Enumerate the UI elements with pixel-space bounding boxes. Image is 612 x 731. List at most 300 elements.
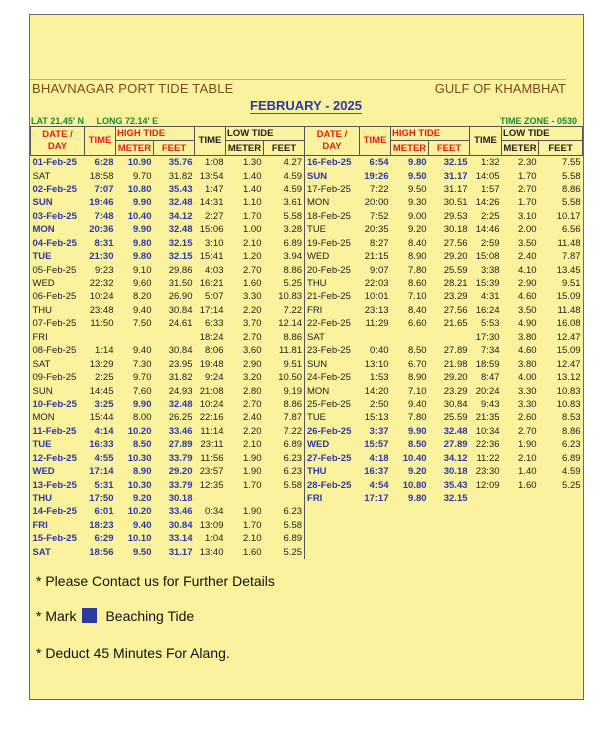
table-row (31, 519, 583, 532)
table-cell: 9.30 (408, 197, 427, 209)
table-cell (502, 546, 539, 559)
table-cell: 1:04 (205, 533, 224, 545)
table-cell: 10-Feb-25 (32, 398, 77, 410)
table-cell: 10.80 (127, 183, 152, 195)
table-cell: 7:48 (94, 210, 114, 222)
table-cell: 28.21 (443, 278, 468, 290)
table-cell: 27-Feb-25 (305, 452, 360, 465)
table-cell: 13-Feb-25 (32, 479, 77, 491)
table-cell: 18:24 (199, 331, 224, 343)
table-cell (470, 519, 502, 532)
table-cell: 10.20 (127, 506, 152, 518)
table-cell: 31.50 (168, 278, 193, 290)
table-row (31, 290, 583, 303)
table-cell: MON (305, 384, 360, 397)
table-cell: 13:29 (89, 358, 114, 370)
table-cell: 5.58 (562, 170, 581, 182)
table-cell: SAT (32, 358, 51, 370)
table-cell: 16:21 (199, 278, 224, 290)
table-cell: 2.90 (243, 358, 262, 370)
table-cell: 29.53 (443, 210, 468, 222)
table-cell: 9.51 (562, 278, 581, 290)
table-cell: 32.15 (443, 493, 468, 505)
table-row (31, 384, 583, 397)
table-cell: 1:32 (481, 157, 500, 169)
table-cell: 19:26 (364, 170, 389, 182)
table-cell: 8.86 (283, 398, 303, 410)
table-row (31, 331, 583, 344)
table-cell (502, 519, 539, 532)
table-cell: 19-Feb-25 (305, 237, 360, 250)
table-cell: 04-Feb-25 (32, 237, 77, 249)
table-cell: 8.90 (133, 466, 152, 478)
table-row (31, 304, 583, 317)
table-cell: 21.65 (443, 318, 468, 330)
table-cell: 20:24 (475, 385, 500, 397)
table-cell (391, 519, 429, 532)
table-cell: 8.20 (133, 291, 152, 303)
table-cell (470, 532, 502, 545)
table-cell (154, 331, 195, 344)
table-cell: 27.89 (443, 439, 468, 451)
header-divider (30, 79, 566, 80)
table-cell: 1.90 (243, 452, 262, 464)
table-row (31, 169, 583, 182)
table-cell: 11-Feb-25 (32, 425, 77, 437)
table-cell: 15:06 (199, 224, 224, 236)
table-cell: SUN (32, 385, 53, 397)
table-cell (391, 331, 429, 344)
table-cell: 10.20 (127, 425, 152, 437)
table-cell: 1:47 (205, 183, 224, 195)
table-cell: 16.08 (556, 318, 581, 330)
table-cell: 5.58 (283, 479, 303, 491)
table-row (31, 263, 583, 276)
table-cell: 1.40 (243, 170, 262, 182)
table-cell: 10.80 (402, 479, 427, 491)
col-low-meter: METER (226, 141, 264, 155)
table-cell: THU (305, 465, 360, 478)
table-cell: 8.53 (562, 412, 581, 424)
table-cell: 22:16 (199, 412, 224, 424)
table-cell: 01-Feb-25 (32, 157, 77, 169)
col-date-day: DATE / DAY (31, 127, 85, 156)
table-cell (305, 532, 360, 545)
table-row (31, 237, 583, 250)
table-cell: 12.14 (278, 318, 303, 330)
table-cell: 4:18 (369, 452, 389, 464)
table-cell: 9.90 (408, 425, 427, 437)
table-cell: 30.18 (443, 224, 468, 236)
month-title (0, 98, 612, 113)
col-low-feet: FEET (264, 141, 305, 155)
table-cell: 2.90 (518, 278, 537, 290)
table-cell: 1.70 (243, 210, 262, 222)
table-cell: 2.20 (243, 425, 262, 437)
table-cell (539, 546, 583, 559)
port-title: BHAVNAGAR PORT TIDE TABLE (32, 81, 234, 96)
table-cell: 11:14 (200, 425, 224, 437)
table-cell: 9.20 (133, 493, 152, 505)
table-cell: 1.60 (243, 278, 262, 290)
table-cell: 8.00 (133, 412, 152, 424)
table-cell: 32.48 (443, 425, 468, 437)
table-cell: 5:07 (205, 291, 224, 303)
table-cell: 26.90 (168, 291, 193, 303)
table-cell: 7:34 (481, 345, 500, 357)
table-cell: 4.90 (518, 318, 537, 330)
table-cell: 3:25 (94, 398, 114, 410)
table-cell: SAT (305, 331, 360, 344)
table-cell: 9.19 (283, 385, 303, 397)
table-cell: 9.80 (133, 251, 152, 263)
table-cell: SAT (32, 170, 51, 182)
table-row (31, 452, 583, 465)
table-cell (116, 331, 154, 344)
table-cell (360, 532, 391, 545)
table-cell: THU (305, 277, 360, 290)
table-cell: 9.70 (133, 372, 152, 384)
table-cell: TUE (32, 439, 52, 451)
table-cell: 4.00 (518, 372, 537, 384)
table-cell: 4.59 (283, 183, 303, 195)
table-cell: 4.27 (283, 157, 303, 169)
table-cell: 9.50 (408, 170, 427, 182)
col-high-meter: METER (116, 141, 154, 155)
table-cell (391, 546, 429, 559)
table-cell: 9.90 (133, 224, 152, 236)
table-cell: 17-Feb-25 (305, 183, 360, 196)
table-cell: 13.45 (556, 264, 581, 276)
col-high-feet: FEET (154, 141, 195, 155)
table-cell: 4:31 (481, 291, 500, 303)
table-cell: 6.23 (283, 506, 303, 518)
table-cell: 7.87 (562, 251, 581, 263)
table-cell: 26-Feb-25 (305, 425, 360, 438)
table-cell: 12.47 (556, 331, 581, 343)
table-cell: 34.12 (443, 452, 468, 464)
month-label: FEBRUARY - 2025 (250, 98, 362, 113)
table-cell: 23:30 (475, 466, 500, 478)
table-cell: 8:47 (481, 372, 500, 384)
table-row (31, 532, 583, 545)
table-cell: 29.20 (443, 372, 468, 384)
table-cell: 8.90 (408, 372, 427, 384)
table-row (31, 398, 583, 411)
table-cell: 14:31 (199, 197, 224, 209)
table-row (31, 357, 583, 370)
table-cell: 02-Feb-25 (32, 183, 77, 195)
table-cell: 14-Feb-25 (32, 506, 77, 518)
table-cell: 9:23 (95, 264, 114, 276)
table-cell: 33.79 (168, 479, 193, 491)
table-cell: 4:14 (94, 425, 114, 437)
table-row (31, 411, 583, 424)
table-cell: 30.51 (443, 197, 468, 209)
table-cell: 15:39 (475, 278, 500, 290)
table-cell: 2.70 (518, 183, 537, 195)
table-cell: 2.70 (243, 331, 262, 343)
table-cell: 13:09 (199, 519, 224, 531)
table-cell: 20:36 (89, 224, 114, 236)
table-row (31, 277, 583, 290)
table-cell: 25-Feb-25 (305, 398, 360, 411)
table-cell: 3.50 (518, 304, 537, 316)
col-time-2: TIME (360, 127, 391, 156)
table-cell (85, 331, 116, 344)
table-cell: 13.12 (556, 372, 581, 384)
table-cell: 5.25 (283, 546, 303, 558)
table-cell: FRI (305, 492, 360, 505)
note-mark-prefix: * Mark (36, 608, 77, 624)
table-cell: 5.25 (283, 278, 303, 290)
table-cell: 3.60 (243, 345, 262, 357)
table-cell: 21.98 (443, 358, 468, 370)
table-cell: 10.50 (278, 372, 303, 384)
table-cell: 32.48 (168, 398, 193, 410)
table-cell: 1.70 (518, 170, 537, 182)
table-cell (305, 505, 360, 518)
table-cell: TUE (305, 223, 360, 236)
table-cell: 2.70 (518, 425, 537, 437)
table-row (31, 344, 583, 357)
col-high-meter-2: METER (391, 141, 429, 155)
table-cell: 19:46 (89, 197, 114, 209)
table-cell: 27.89 (443, 345, 468, 357)
table-cell: SUN (305, 357, 360, 370)
table-cell: 1.90 (518, 439, 537, 451)
table-cell: 7.22 (283, 425, 303, 437)
table-cell: 8.50 (408, 439, 427, 451)
table-row (31, 465, 583, 478)
table-cell: 30.84 (168, 304, 193, 316)
table-cell: 29.20 (443, 251, 468, 263)
beaching-tide-swatch (82, 608, 97, 623)
table-cell: 13:40 (199, 546, 224, 558)
table-cell: 8.40 (408, 237, 427, 249)
table-cell: 27.89 (168, 439, 193, 451)
table-cell: 29.86 (168, 264, 193, 276)
table-cell: 3.20 (243, 372, 262, 384)
table-cell: 15.09 (556, 345, 581, 357)
table-cell: 1.30 (243, 157, 262, 169)
table-cell: 2.70 (243, 398, 262, 410)
table-cell: 32.15 (168, 251, 193, 263)
table-cell: 7.30 (133, 358, 152, 370)
table-cell: 11:50 (90, 318, 114, 330)
table-cell: 4:54 (369, 479, 389, 491)
table-cell: 6.70 (408, 358, 427, 370)
table-cell: 27.56 (443, 237, 468, 249)
table-cell: 23.95 (168, 358, 193, 370)
table-cell: 32.15 (443, 157, 468, 169)
table-cell: 12-Feb-25 (32, 452, 77, 464)
table-cell: 30.18 (168, 493, 193, 505)
table-cell: 7.50 (133, 318, 152, 330)
table-cell: 18-Feb-25 (305, 210, 360, 223)
table-cell: 1.20 (243, 251, 262, 263)
table-cell: 33.79 (168, 452, 193, 464)
table-cell: 16:37 (364, 466, 389, 478)
table-cell: 8:31 (94, 237, 114, 249)
table-cell: 14:26 (475, 197, 500, 209)
table-cell: 18:58 (89, 170, 114, 182)
table-cell: 10:24 (199, 398, 224, 410)
table-cell: 2.60 (518, 412, 537, 424)
table-cell: 3.28 (283, 224, 303, 236)
table-cell: 3.30 (243, 291, 262, 303)
table-cell: THU (32, 304, 53, 316)
table-cell: 17:50 (89, 493, 114, 505)
tide-table-body (31, 155, 583, 559)
table-cell (305, 519, 360, 532)
table-cell: 11.48 (557, 304, 581, 316)
col-date-day-2: DATE / DAY (305, 127, 360, 156)
table-cell: 6:54 (369, 157, 389, 169)
table-cell: 6.56 (562, 224, 581, 236)
table-row (31, 492, 583, 505)
table-cell: 14:05 (475, 170, 500, 182)
table-cell: 05-Feb-25 (32, 264, 77, 276)
table-cell: 06-Feb-25 (32, 291, 77, 303)
table-cell: 8:06 (205, 345, 224, 357)
table-cell: 7.10 (408, 291, 427, 303)
table-cell: 21-Feb-25 (305, 290, 360, 303)
table-cell (195, 492, 226, 505)
table-cell: 10.40 (402, 452, 427, 464)
table-cell: 28-Feb-25 (305, 478, 360, 491)
table-cell: 3.30 (518, 385, 537, 397)
table-cell: 6.23 (283, 452, 303, 464)
table-cell: 8.50 (408, 345, 427, 357)
table-cell: 2:27 (205, 210, 224, 222)
table-cell: 16:33 (89, 439, 114, 451)
table-cell: 1.60 (518, 479, 537, 491)
table-cell (391, 505, 429, 518)
table-cell (429, 519, 470, 532)
table-cell: 2.80 (243, 385, 262, 397)
table-cell: 5.58 (562, 197, 581, 209)
table-cell: 5:53 (481, 318, 500, 330)
table-cell: WED (32, 466, 55, 478)
table-cell: 31.82 (168, 372, 193, 384)
table-cell: 27.56 (443, 304, 468, 316)
table-cell: 7.87 (283, 412, 303, 424)
table-row (31, 425, 583, 438)
table-cell: 10.40 (127, 210, 152, 222)
table-cell: 10:34 (475, 425, 500, 437)
table-cell: 21:30 (89, 251, 114, 263)
table-cell: WED (305, 250, 360, 263)
col-high-feet-2: FEET (429, 141, 470, 155)
table-row (31, 478, 583, 491)
table-cell: 1.70 (243, 479, 262, 491)
table-cell: 17:14 (199, 304, 224, 316)
table-cell: 23-Feb-25 (305, 344, 360, 357)
table-cell: 8.40 (408, 304, 427, 316)
table-cell: 2:25 (481, 210, 500, 222)
table-cell: TUE (32, 251, 52, 263)
table-cell: 2:59 (481, 237, 500, 249)
table-cell: SUN (305, 169, 360, 182)
table-cell: 2:50 (370, 398, 389, 410)
table-cell: 4.60 (518, 291, 537, 303)
table-cell: 22-Feb-25 (305, 317, 360, 330)
table-cell: 23:13 (364, 304, 389, 316)
table-cell: 34.12 (168, 210, 193, 222)
table-cell: 3:38 (481, 264, 500, 276)
table-cell (391, 532, 429, 545)
table-cell: 33.46 (168, 506, 193, 518)
table-cell: FRI (32, 519, 48, 531)
note-beaching-legend (36, 608, 194, 624)
note-contact: * Please Contact us for Further Details (36, 573, 275, 589)
table-cell: 2.10 (243, 533, 262, 545)
table-cell: FRI (32, 331, 48, 343)
table-cell: 18:56 (89, 546, 114, 558)
table-row (31, 223, 583, 236)
table-cell: 1.60 (243, 546, 262, 558)
table-cell: WED (32, 278, 55, 290)
table-cell: 7.55 (562, 157, 581, 169)
table-cell: 1.40 (243, 183, 262, 195)
table-cell: 32.15 (168, 237, 193, 249)
table-cell: 9.40 (133, 304, 152, 316)
table-cell: 8.86 (283, 331, 303, 343)
table-cell: 1.70 (243, 519, 262, 531)
table-cell: 9.20 (408, 224, 427, 236)
table-row (31, 438, 583, 451)
table-cell: 10.10 (127, 533, 152, 545)
table-cell: 14:45 (89, 385, 114, 397)
table-cell: 3.70 (243, 318, 262, 330)
table-cell: 4:03 (205, 264, 224, 276)
table-cell: 5.25 (562, 479, 581, 491)
table-cell: 08-Feb-25 (32, 345, 77, 357)
table-cell: 10.90 (127, 157, 152, 169)
table-cell: 7.10 (408, 385, 427, 397)
table-cell (360, 546, 391, 559)
table-cell: 14:46 (475, 224, 500, 236)
table-cell: 7.80 (408, 412, 427, 424)
col-low-meter-2: METER (503, 142, 537, 154)
table-cell: 10:01 (364, 291, 389, 303)
table-cell: 8.90 (408, 251, 427, 263)
table-cell: 35.43 (443, 479, 468, 491)
table-cell: 29.20 (168, 466, 193, 478)
table-cell: 2.10 (243, 237, 262, 249)
table-cell: SAT (32, 546, 51, 558)
table-cell: 14:20 (364, 385, 389, 397)
table-cell: 0:34 (205, 506, 224, 518)
table-cell (539, 505, 583, 518)
table-cell: 7:07 (94, 183, 114, 195)
table-cell (429, 546, 470, 559)
table-cell: 9.60 (133, 278, 152, 290)
table-row (31, 196, 583, 209)
table-cell: 1:53 (370, 372, 389, 384)
table-cell: 4.10 (518, 264, 537, 276)
table-cell: 30.84 (168, 345, 193, 357)
table-cell: 22:32 (89, 278, 114, 290)
table-cell: 1:57 (481, 183, 500, 195)
table-cell (539, 519, 583, 532)
table-cell: 23.29 (443, 385, 468, 397)
table-cell: 8.86 (283, 264, 303, 276)
table-cell: 3.30 (518, 398, 537, 410)
table-cell: 9:43 (481, 398, 500, 410)
table-cell: 9.70 (133, 170, 152, 182)
